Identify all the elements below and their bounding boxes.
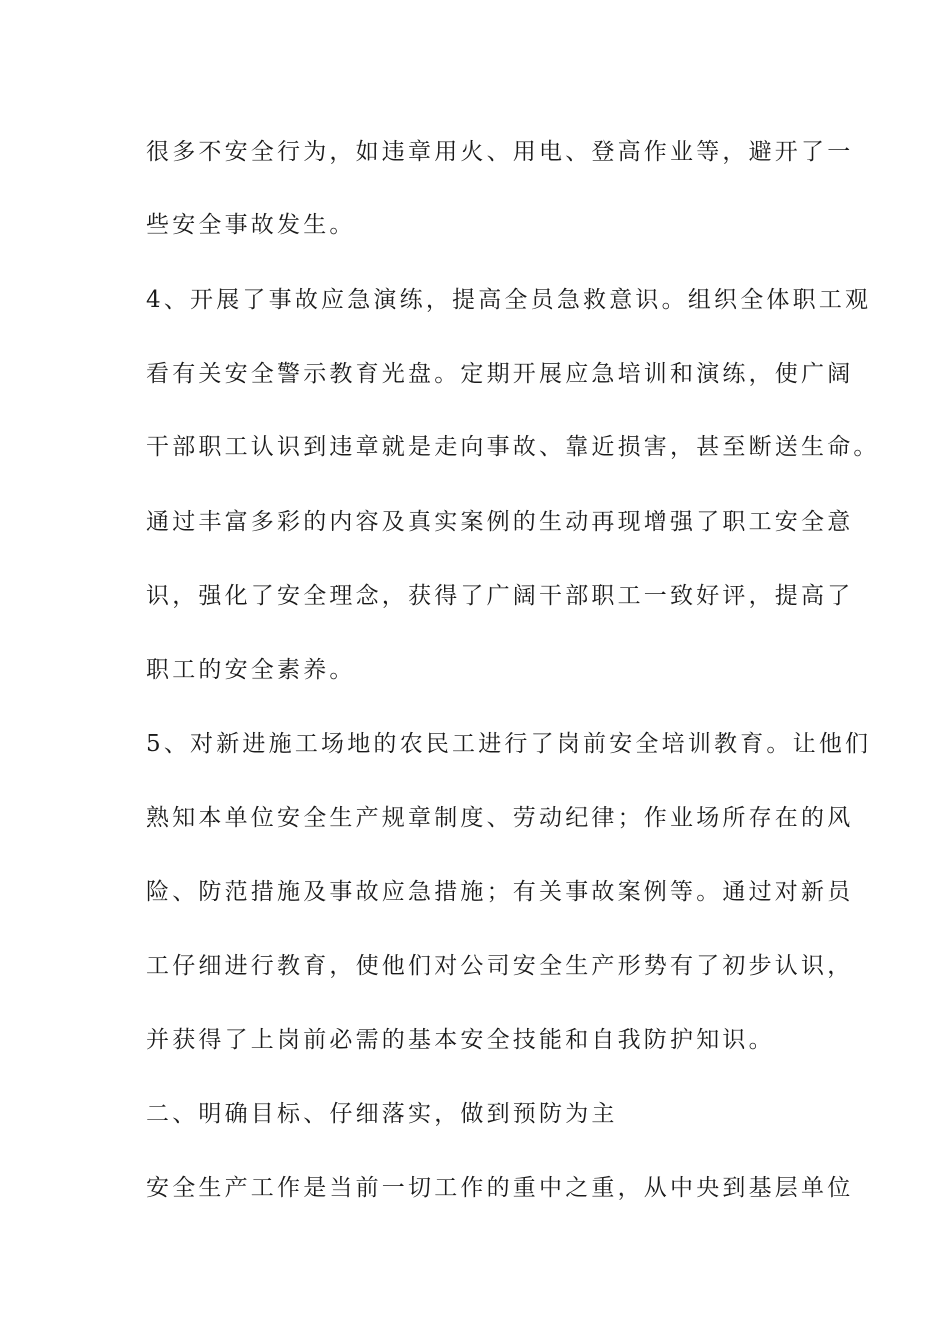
text-line: 并获得了上岗前必需的基本安全技能和自我防护知识。 bbox=[146, 1027, 775, 1053]
text-line: 险、防范措施及事故应急措施；有关事故案例等。通过对新员 bbox=[146, 879, 854, 905]
section-heading: 二、明确目标、仔细落实，做到预防为主 bbox=[146, 1101, 618, 1127]
text-line: 安全生产工作是当前一切工作的重中之重，从中央到基层单位 bbox=[146, 1175, 854, 1201]
text-line: 些安全事故发生。 bbox=[146, 212, 356, 238]
text-line: 干部职工认识到违章就是走向事故、靠近损害，甚至断送生命。 bbox=[146, 434, 880, 460]
text-line: 熟知本单位安全生产规章制度、劳动纪律；作业场所存在的风 bbox=[146, 805, 854, 831]
text-line: 很多不安全行为，如违章用火、用电、登高作业等，避开了一 bbox=[146, 139, 854, 165]
text-line: 4、开展了事故应急演练，提高全员急救意识。组织全体职工观 bbox=[146, 287, 872, 313]
text-line: 识，强化了安全理念，获得了广阔干部职工一致好评，提高了 bbox=[146, 583, 854, 609]
text-line: 看有关安全警示教育光盘。定期开展应急培训和演练，使广阔 bbox=[146, 361, 854, 387]
text-line: 工仔细进行教育，使他们对公司安全生产形势有了初步认识， bbox=[146, 953, 854, 979]
text-line: 5、对新进施工场地的农民工进行了岗前安全培训教育。让他们 bbox=[146, 731, 872, 757]
text-line: 通过丰富多彩的内容及真实案例的生动再现增强了职工安全意 bbox=[146, 509, 854, 535]
text-line: 职工的安全素养。 bbox=[146, 657, 356, 683]
